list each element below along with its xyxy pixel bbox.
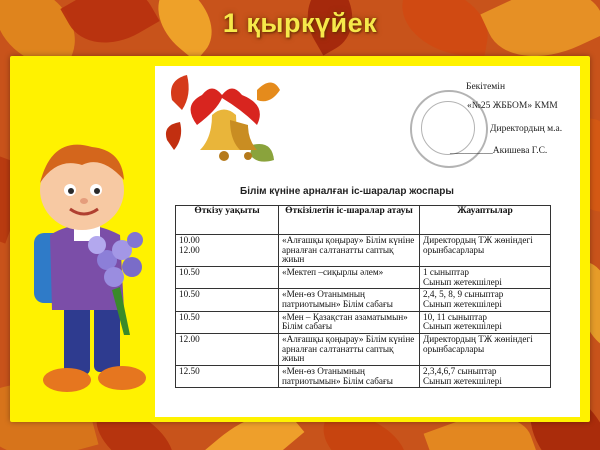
cell-time: 12.50: [176, 365, 279, 387]
page-title: 1 қыркүйек: [222, 8, 378, 38]
cell-time: 10.50: [176, 266, 279, 288]
header-event: Өткізілетін іс-шаралар атауы: [279, 206, 420, 235]
cell-time: 10.00 12.00: [176, 235, 279, 267]
table-row: [176, 289, 551, 311]
schoolboy-illustration: [12, 95, 152, 405]
cell-event: «Мен – Қазақстан азаматымын» Білім сабағы: [279, 311, 420, 333]
header-responsible: Жауаптылар: [420, 206, 551, 235]
approval-line-3: Директордың м.а.: [490, 124, 563, 134]
school-bells-illustration: [162, 70, 282, 178]
table-row: [176, 311, 551, 333]
approval-line-1: Бекітемін: [466, 82, 506, 92]
approval-line-2: «№25 ЖББОМ» КММ: [467, 101, 558, 111]
approval-line-4: _________Акишева Г.С.: [450, 146, 548, 156]
table-row: [176, 266, 551, 288]
cell-event: «Мен-өз Отанымның патриотымын» Білім сабағы: [279, 289, 420, 311]
cell-responsible: 2,4, 5, 8, 9 сыныптар Сынып жетекшілері: [420, 289, 551, 311]
cell-responsible: Директордың ТЖ жөніндегі орынбасарлары: [420, 333, 551, 365]
cell-event: «Алғашқы қоңырау» Білім күніне арналған салтанатты саптық жиын: [279, 333, 420, 365]
cell-time: 12.00: [176, 333, 279, 365]
header-time: Өткізу уақыты: [176, 206, 279, 235]
cell-responsible: 10, 11 сыныптар Сынып жетекшілері: [420, 311, 551, 333]
events-table: [175, 205, 551, 388]
cell-time: 10.50: [176, 311, 279, 333]
table-header-row: [176, 206, 551, 235]
table-row: [176, 365, 551, 387]
cell-event: «Мектеп –сиқырлы әлем»: [279, 266, 420, 288]
table-row: [176, 235, 551, 267]
document-title: Білім күніне арналған іс-шаралар жоспары: [240, 186, 454, 197]
cell-responsible: 2,3,4,6,7 сыныптар Сынып жетекшілері: [420, 365, 551, 387]
table-row: [176, 333, 551, 365]
cell-responsible: Директордың ТЖ жөніндегі орынбасарлары: [420, 235, 551, 267]
cell-event: «Алғашқы қоңырау» Білім күніне арналған салтанатты саптық жиын: [279, 235, 420, 267]
cell-responsible: 1 сыныптар Сынып жетекшілері: [420, 266, 551, 288]
cell-time: 10.50: [176, 289, 279, 311]
cell-event: «Мен-өз Отанымның патриотымын» Білім сабағы: [279, 365, 420, 387]
